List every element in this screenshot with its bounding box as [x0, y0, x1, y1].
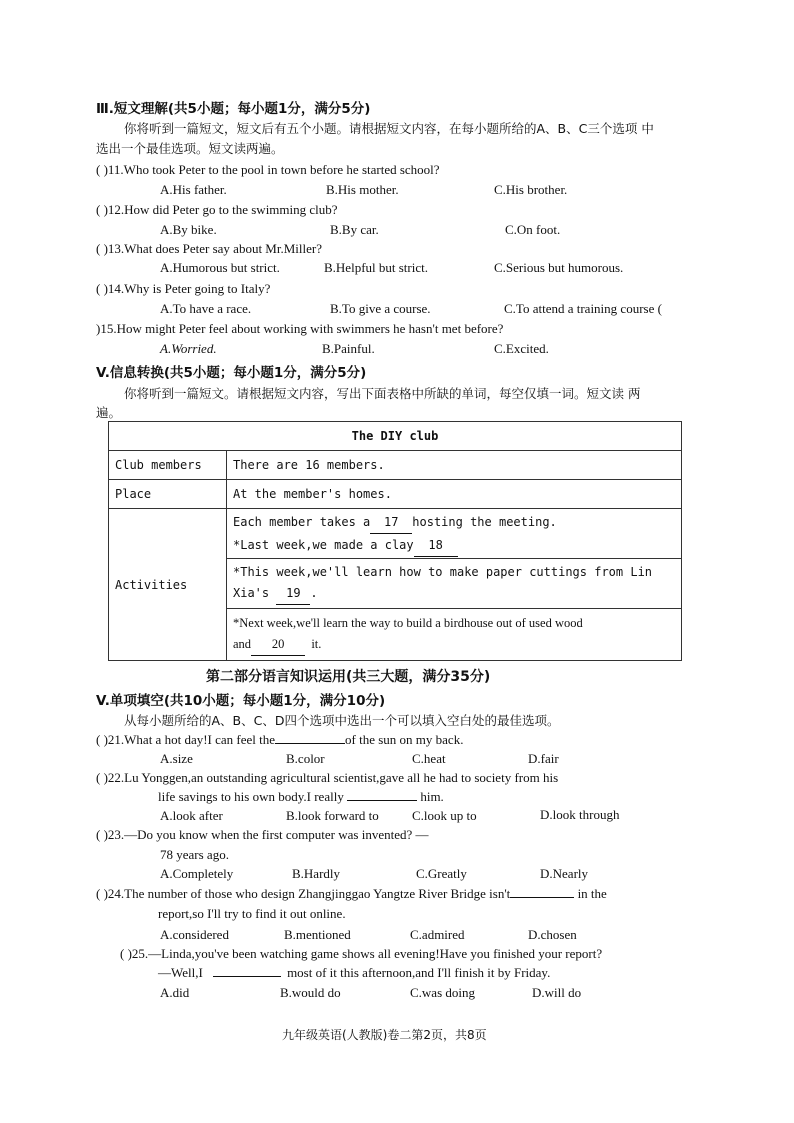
- question-24-blank: [510, 897, 574, 898]
- question-24-option-c: C.admired: [410, 927, 465, 942]
- question-22-line2: [158, 789, 444, 805]
- question-25-option-c: C.was doing: [410, 985, 475, 1000]
- question-24-option-d: D.chosen: [528, 927, 577, 942]
- activity-4-line1: *Next week,we'll learn the way to build a birdhouse out of used wood: [233, 616, 583, 630]
- question-22-text: life savings to his own body.I really: [158, 789, 344, 804]
- table-label-members: Club members: [109, 451, 227, 480]
- question-14-option-b: B.To give a course.: [330, 301, 431, 316]
- question-13-option-a: A.Humorous but strict.: [160, 260, 280, 275]
- question-25-text-after: most of it this afternoon,and I'll finish it by Friday.: [287, 965, 551, 980]
- question-11-option-a: A.His father.: [160, 182, 227, 197]
- activity-1-text: Each member takes a: [233, 514, 371, 529]
- question-22-option-c: C.look up to: [412, 808, 477, 823]
- question-25-option-b: B.would do: [280, 985, 341, 1000]
- table-label-activities: Activities: [109, 509, 227, 661]
- question-11-option-c: C.His brother.: [494, 182, 568, 197]
- section3-instruction-line1: 你将听到一篇短文，短文后有五个小题。请根据短文内容，在每小题所给的A、B、C三个选项 中: [124, 121, 654, 136]
- blank-17: 17: [370, 511, 412, 534]
- question-22-option-a: A.look after: [160, 808, 223, 823]
- question-14-stem: ( )14.Why is Peter going to Italy?: [96, 281, 271, 296]
- activity-4-text-after: it.: [311, 637, 322, 651]
- question-15-option-c: C.Excited.: [494, 341, 549, 356]
- question-13-option-c: C.Serious but humorous.: [494, 260, 624, 275]
- question-21-stem: [96, 732, 463, 748]
- question-21-option-c: C.heat: [412, 751, 446, 766]
- activity-4-text: and: [233, 637, 252, 651]
- question-24-text: ( )24.The number of those who design Zhangjinggao Yangtze River Bridge isn't: [96, 886, 511, 901]
- question-21-option-a: A.size: [160, 751, 193, 766]
- question-25-text: —Well,I: [158, 965, 203, 980]
- table-label-place: Place: [109, 480, 227, 509]
- question-23-option-b: B.Hardly: [292, 866, 341, 881]
- section5a-instruction-line2: 遍。: [96, 405, 122, 420]
- question-23-line1: ( )23.—Do you know when the first computer was invented? —: [96, 827, 429, 842]
- table-title: The DIY club: [109, 422, 682, 451]
- question-25-line2: [158, 965, 550, 981]
- section5a-instruction-line1: 你将听到一篇短文。请根据短文内容，写出下面表格中所缺的单词，每空仅填一词。短文读 两: [124, 386, 641, 401]
- question-24-line1: [96, 886, 607, 902]
- question-14-option-a: A.To have a race.: [160, 301, 252, 316]
- question-23-option-c: C.Greatly: [416, 866, 467, 881]
- question-23-option-d: D.Nearly: [540, 866, 589, 881]
- table-value-place: At the member's homes.: [227, 480, 682, 509]
- question-22-option-d: D.look through: [540, 807, 620, 822]
- question-23-line2: 78 years ago.: [160, 847, 229, 862]
- table-value-members: There are 16 members.: [227, 451, 682, 480]
- activity-3-line1: *This week,we'll learn how to make paper cuttings from Lin: [233, 565, 653, 579]
- question-21-option-d: D.fair: [528, 751, 559, 766]
- question-12-option-b: B.By car.: [330, 222, 379, 237]
- question-25-line1: ( )25.—Linda,you've been watching game shows all evening!Have you finished your report?: [120, 946, 603, 961]
- question-12-stem: ( )12.How did Peter go to the swimming club?: [96, 202, 338, 217]
- activity-3-text: Xia's: [233, 586, 270, 600]
- question-21-blank: [275, 743, 345, 744]
- section3-instruction-line2: 选出一个最佳选项。短文读两遍。: [96, 141, 284, 156]
- question-25-option-a: A.did: [160, 985, 190, 1000]
- question-22-line1: ( )22.Lu Yonggen,an outstanding agricultural scientist,gave all he had to society from his: [96, 770, 559, 785]
- question-12-option-c: C.On foot.: [505, 222, 561, 237]
- table-activity-3: [227, 559, 682, 609]
- table-activity-4: [227, 609, 682, 661]
- blank-18: 18: [414, 534, 458, 557]
- section5b-heading: V.单项填空(共10小题；每小题1分，满分10分): [96, 693, 386, 709]
- diy-club-table: [108, 421, 682, 661]
- activity-2-text: *Last week,we made a clay: [233, 537, 414, 552]
- question-25-option-d: D.will do: [532, 985, 582, 1000]
- blank-19: 19: [276, 583, 310, 605]
- question-24-option-b: B.mentioned: [284, 927, 351, 942]
- question-24-line2: report,so I'll try to find it out online.: [158, 906, 346, 921]
- question-22-text-after: him.: [420, 789, 444, 804]
- question-24-text-after: in the: [577, 886, 607, 901]
- question-23-option-a: A.Completely: [160, 866, 234, 881]
- question-13-option-b: B.Helpful but strict.: [324, 260, 428, 275]
- question-15-option-a: A.Worried.: [160, 341, 217, 356]
- section5b-instruction: 从每小题所给的A、B、C、D四个选项中选出一个可以填入空白处的最佳选项。: [124, 713, 560, 728]
- question-11-option-b: B.His mother.: [326, 182, 399, 197]
- question-25-blank: [213, 976, 281, 977]
- question-14-option-c: C.To attend a training course (: [504, 301, 662, 316]
- question-21-text-after: of the sun on my back.: [345, 732, 464, 747]
- section5a-heading: V.信息转换(共5小题；每小题1分，满分5分): [96, 365, 367, 381]
- question-11-stem: ( )11.Who took Peter to the pool in town before he started school?: [96, 162, 440, 177]
- page-footer: 九年级英语(人教版)卷二第2页，共8页: [282, 1028, 487, 1042]
- question-15-stem: )15.How might Peter feel about working with swimmers he hasn't met before?: [96, 321, 504, 336]
- activity-3-text-after: .: [310, 586, 318, 600]
- question-15-option-b: B.Painful.: [322, 341, 375, 356]
- table-activity-1: [227, 509, 682, 559]
- question-12-option-a: A.By bike.: [160, 222, 217, 237]
- question-22-blank: [347, 800, 417, 801]
- question-22-option-b: B.look forward to: [286, 808, 379, 823]
- part2-title: 第二部分语言知识运用(共三大题，满分35分): [206, 669, 491, 685]
- question-13-stem: ( )13.What does Peter say about Mr.Miller?: [96, 241, 322, 256]
- section3-heading: Ⅲ.短文理解(共5小题；每小题1分，满分5分): [96, 101, 371, 117]
- blank-20: 20: [251, 634, 305, 656]
- activity-1-text-after: hosting the meeting.: [412, 514, 557, 529]
- question-21-text: ( )21.What a hot day!I can feel the: [96, 732, 276, 747]
- question-24-option-a: A.considered: [160, 927, 229, 942]
- question-21-option-b: B.color: [286, 751, 325, 766]
